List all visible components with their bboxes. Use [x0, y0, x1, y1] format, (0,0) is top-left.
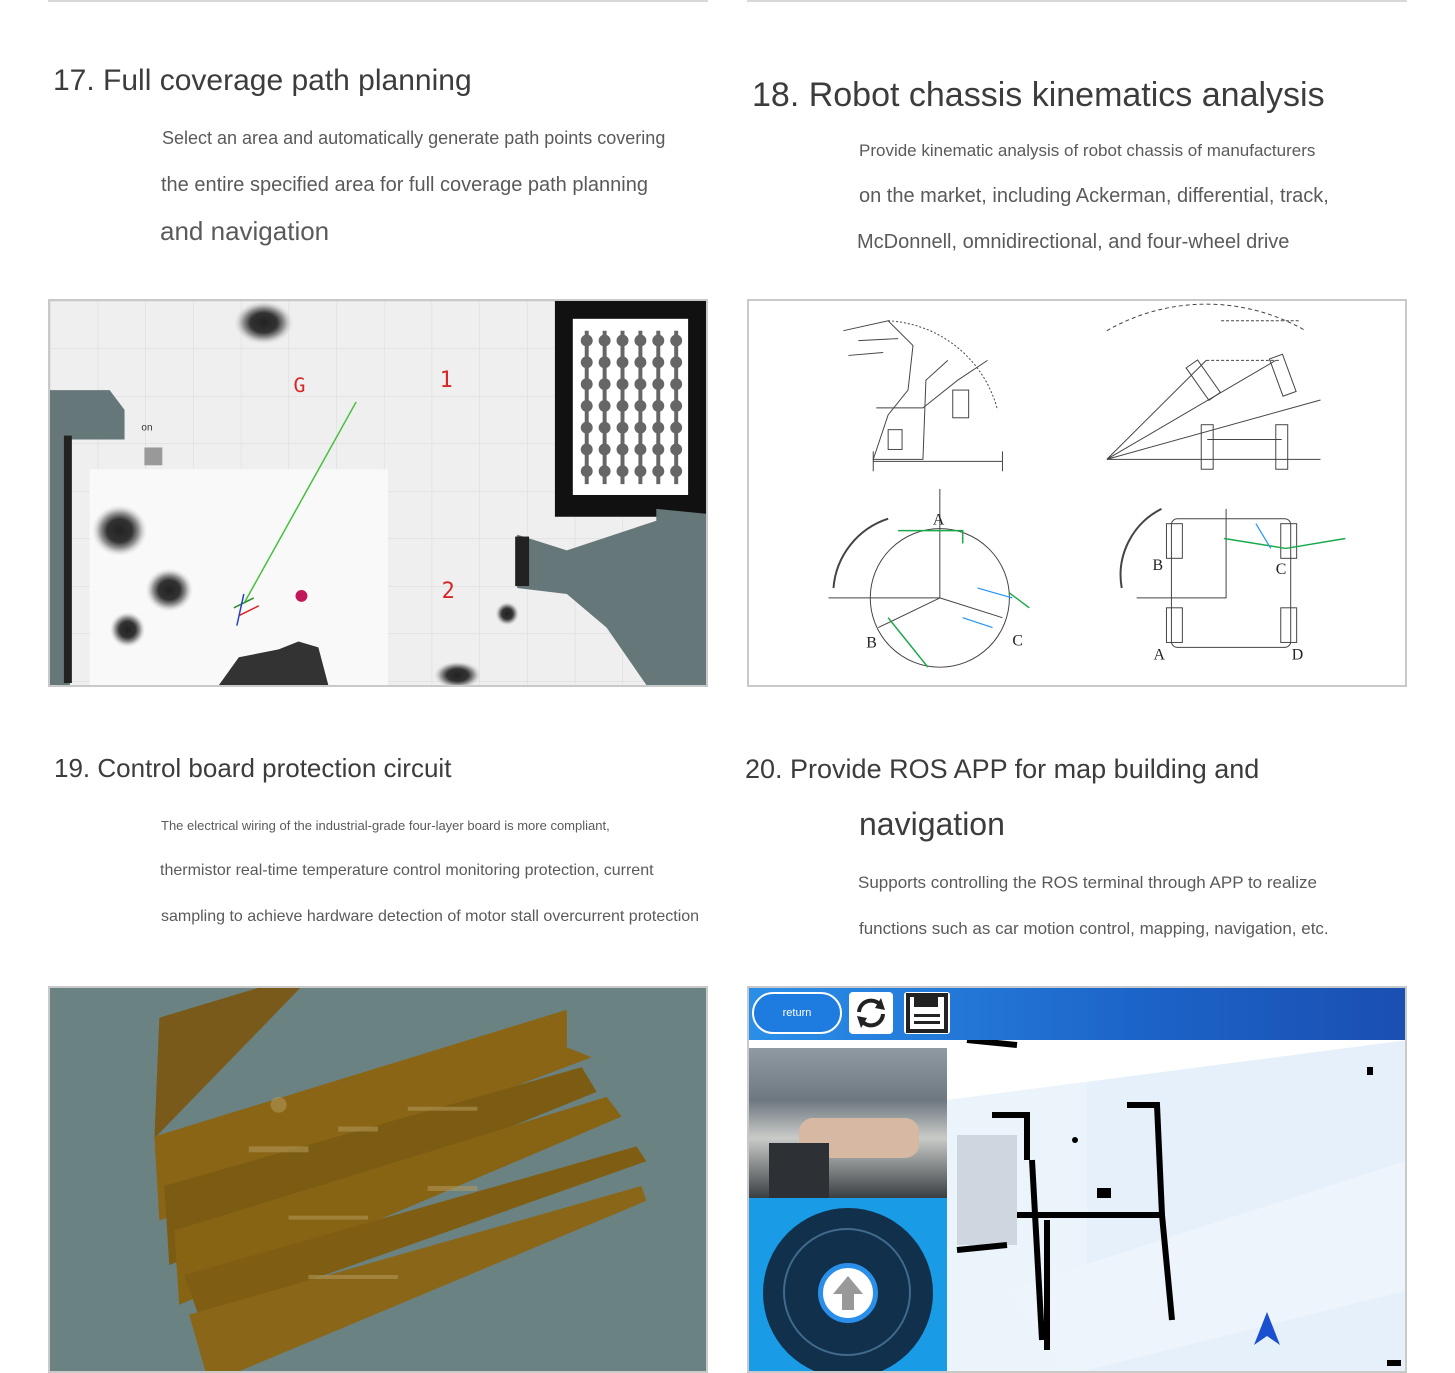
- shelf-node: [583, 402, 591, 410]
- section-19-desc-line-2: thermistor real-time temperature control monitoring protection, current: [160, 862, 654, 879]
- section-20-title-line-1: 20. Provide ROS APP for map building and: [745, 754, 1260, 784]
- kinematics-diagram-image: [747, 299, 1407, 687]
- shelf-node: [601, 467, 609, 475]
- section-17-desc-line-3: and navigation: [160, 216, 330, 246]
- note-label: on: [141, 422, 153, 434]
- shelf-node: [583, 337, 591, 345]
- ros-app-screenshot: [747, 986, 1407, 1373]
- shelf-node: [636, 358, 644, 366]
- shelf-node: [636, 337, 644, 345]
- shelf-node: [654, 337, 662, 345]
- save-icon: [904, 992, 950, 1034]
- section-20-desc-line-1: Supports controlling the ROS terminal through APP to realize: [858, 873, 1317, 892]
- pcb-layers-image: [48, 986, 708, 1373]
- shelf-node: [672, 337, 680, 345]
- section-20-desc-line-2: functions such as car motion control, mapping, navigation, etc.: [859, 919, 1329, 938]
- shelf-node: [583, 424, 591, 432]
- section-20-title-line-2: navigation: [859, 806, 1005, 842]
- save-button[interactable]: [904, 992, 950, 1034]
- omni-label-a: A: [932, 511, 945, 529]
- shelf-node: [601, 380, 609, 388]
- shelf-node: [619, 380, 627, 388]
- up-arrow-icon: [823, 1268, 873, 1318]
- shelf-node: [636, 402, 644, 410]
- joystick-knob[interactable]: [818, 1263, 878, 1323]
- section-18-desc-line-3: McDonnell, omnidirectional, and four-wheel drive: [857, 231, 1290, 253]
- omni-label-b: B: [866, 634, 877, 652]
- coverage-map-image: [48, 299, 708, 687]
- shelf-node: [601, 402, 609, 410]
- shelf-node: [619, 467, 627, 475]
- marker-1: 1: [439, 368, 453, 394]
- joystick[interactable]: [763, 1208, 933, 1373]
- shelf-node: [636, 445, 644, 453]
- section-19-desc-line-3: sampling to achieve hardware detection of motor stall overcurrent protection: [161, 908, 700, 925]
- shelf-node: [619, 337, 627, 345]
- shelf-node: [654, 358, 662, 366]
- section-18-title: 18. Robot chassis kinematics analysis: [752, 76, 1325, 114]
- shelf-node: [672, 380, 680, 388]
- section-19-desc-line-1: The electrical wiring of the industrial-grade four-layer board is more compliant,: [161, 818, 610, 833]
- shelf-node: [654, 402, 662, 410]
- shelf-node: [619, 424, 627, 432]
- section-18-desc-line-1: Provide kinematic analysis of robot chassis of manufacturers: [859, 141, 1316, 160]
- camera-feed: [749, 1048, 947, 1198]
- section-18-desc-line-2: on the market, including Ackerman, differential, track,: [859, 185, 1329, 207]
- section-17-title: 17. Full coverage path planning: [53, 64, 472, 97]
- shelf-node: [654, 380, 662, 388]
- shelf-node: [601, 445, 609, 453]
- section-17-desc-line-1: Select an area and automatically generate path points covering: [162, 128, 666, 148]
- shelf-node: [654, 445, 662, 453]
- shelf-node: [672, 402, 680, 410]
- section-17-desc-line-2: the entire specified area for full coverage path planning: [161, 174, 648, 196]
- shelf-node: [619, 445, 627, 453]
- shelf-node: [672, 445, 680, 453]
- shelf-node: [672, 467, 680, 475]
- return-button[interactable]: [752, 992, 842, 1034]
- refresh-button[interactable]: [849, 992, 893, 1034]
- section-19-title: 19. Control board protection circuit: [54, 753, 452, 783]
- shelf-node: [601, 337, 609, 345]
- shelf-node: [619, 402, 627, 410]
- refresh-icon: [849, 992, 893, 1034]
- shelf-node: [601, 424, 609, 432]
- marker-goal: G: [293, 374, 306, 398]
- mecanum-label-a: A: [1153, 646, 1166, 664]
- shelf-node: [583, 467, 591, 475]
- shelf-node: [636, 467, 644, 475]
- mecanum-label-d: D: [1291, 646, 1304, 664]
- mecanum-label-b: B: [1152, 557, 1164, 575]
- top-divider-right: [747, 0, 1407, 2]
- shelf-node: [672, 424, 680, 432]
- omni-label-c: C: [1012, 632, 1023, 650]
- shelf-node: [654, 467, 662, 475]
- shelf-node: [619, 358, 627, 366]
- top-divider-left: [48, 0, 708, 2]
- shelf-node: [583, 380, 591, 388]
- shelf-node: [672, 358, 680, 366]
- shelf-node: [583, 358, 591, 366]
- map-view: [947, 1040, 1407, 1373]
- shelf-node: [583, 445, 591, 453]
- joystick-panel: [749, 1198, 947, 1373]
- marker-2: 2: [441, 578, 455, 604]
- shelf-node: [601, 358, 609, 366]
- mecanum-label-c: C: [1275, 561, 1287, 579]
- shelf-node: [636, 424, 644, 432]
- shelf-node: [654, 424, 662, 432]
- app-top-bar: [749, 988, 1407, 1040]
- shelf-node: [636, 380, 644, 388]
- return-label: return: [782, 1007, 812, 1019]
